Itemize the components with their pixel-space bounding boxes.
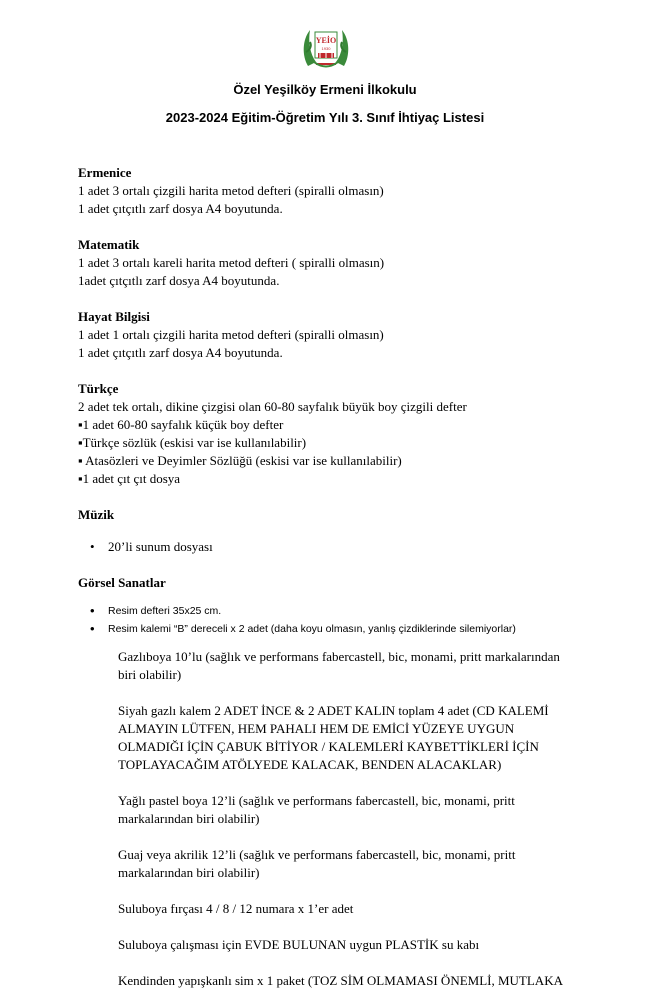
list-item: • Resim defteri 35x25 cm.: [78, 602, 578, 620]
paragraph: Gazlıboya 10’lu (sağlık ve performans fabercastell, bic, monami, pritt markalarından biri olabilir): [118, 649, 560, 682]
list-item: 1 adet çıtçıtlı zarf dosya A4 boyutunda.: [78, 345, 283, 360]
paragraph: Guaj veya akrilik 12’li (sağlık ve performans fabercastell, bic, monami, pritt markalarından biri olabilir): [118, 847, 516, 880]
section-title: Müzik: [78, 507, 115, 522]
section-matematik: [78, 236, 578, 290]
paragraph: Suluboya çalışması için EVDE BULUNAN uygun PLASTİK su kabı: [118, 937, 480, 952]
paragraph: Siyah gazlı kalem 2 ADET İNCE & 2 ADET KALIN toplam 4 adet (CD KALEMİ ALMAYIN LÜTFEN, HEM PAHALI HEM DE EMİCİ YÜZEYE UYGUN OLMADIĞI İÇİN ÇABUK BİTİYOR / KALEMLERİ KAYBETTİKLERİ İÇİN TOPLAYACAĞIM ATÖLYEDE KALACAK, BENDEN ALACAKLAR): [118, 703, 549, 772]
paragraph: Kendinden yapışkanlı sim x 1 paket (TOZ SİM OLMAMASI ÖNEMLİ, MUTLAKA: [118, 973, 563, 988]
bullet-list: [78, 602, 578, 638]
list-item: 1adet çıtçıtlı zarf dosya A4 boyutunda.: [78, 273, 280, 288]
section-title: Görsel Sanatlar: [78, 575, 166, 590]
paragraph: Suluboya fırçası 4 / 8 / 12 numara x 1’er adet: [118, 901, 354, 916]
list-item: ▪Türkçe sözlük (eskisi var ise kullanılabilir): [78, 435, 307, 450]
section-title: Hayat Bilgisi: [78, 309, 150, 324]
seal-text: YEİO: [315, 36, 337, 45]
list-item: ▪1 adet 60-80 sayfalık küçük boy defter: [78, 417, 284, 432]
section-title: Matematik: [78, 237, 140, 252]
list-item: • 20’li sunum dosyası: [78, 538, 578, 556]
document-body: [78, 164, 578, 1008]
school-name: Özel Yeşilköy Ermeni İlkokulu: [233, 82, 417, 97]
list-item: 1 adet çıtçıtlı zarf dosya A4 boyutunda.: [78, 201, 283, 216]
list-item: • Resim kalemi “B” dereceli x 2 adet (daha koyu olmasın, yanlış çizdiklerinde silemiyorlar): [78, 620, 578, 638]
section-turkce: [78, 380, 578, 488]
section-title: Türkçe: [78, 381, 119, 396]
list-item: ▪1 adet çıt çıt dosya: [78, 471, 181, 486]
section-title: Ermenice: [78, 165, 132, 180]
list-item: 2 adet tek ortalı, dikine çizgisi olan 60-80 sayfalık büyük boy çizgili defter: [78, 399, 467, 414]
list-item: 1 adet 3 ortalı çizgili harita metod defteri (spiralli olmasın): [78, 183, 384, 198]
section-ermenice: [78, 164, 578, 218]
section-hayat-bilgisi: [78, 308, 578, 362]
school-seal-icon: [300, 22, 352, 74]
section-gorsel-sanatlar: [78, 574, 578, 990]
seal-year: 1930: [321, 46, 331, 51]
list-item: ▪ Atasözleri ve Deyimler Sözlüğü (eskisi var ise kullanılabilir): [78, 453, 402, 468]
list-item: 1 adet 1 ortalı çizgili harita metod defteri (spiralli olmasın): [78, 327, 384, 342]
bullet-list: [78, 538, 578, 556]
paragraph: Yağlı pastel boya 12’li (sağlık ve performans fabercastell, bic, monami, pritt markalarından biri olabilir): [118, 793, 515, 826]
list-item: 1 adet 3 ortalı kareli harita metod defteri ( spiralli olmasın): [78, 255, 385, 270]
page-title: 2023-2024 Eğitim-Öğretim Yılı 3. Sınıf İhtiyaç Listesi: [165, 110, 485, 125]
section-muzik: [78, 506, 578, 556]
